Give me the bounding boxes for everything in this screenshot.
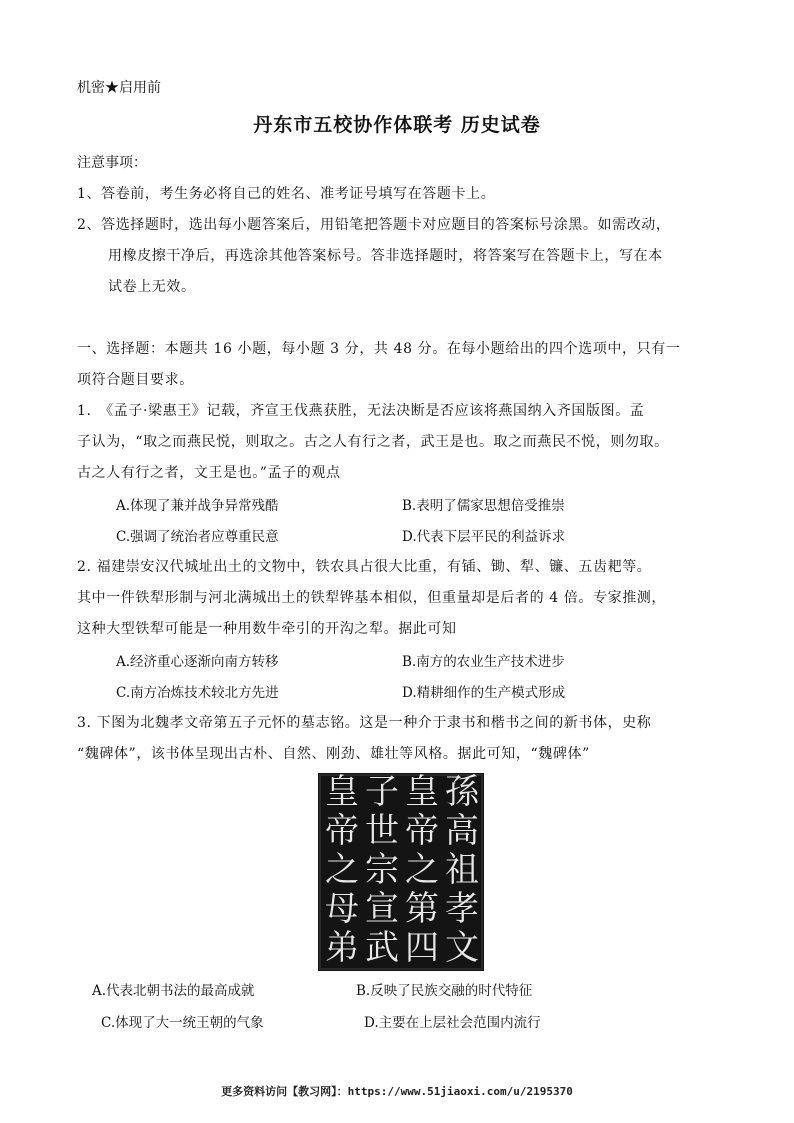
section-instruction-line-1: 一、选择题：本题共 16 小题，每小题 3 分，共 48 分。在每小题给出的四个选项中，只有一 [77, 341, 681, 357]
notice-item-2-line-1: 2、答选择题时，选出每小题答案后，用铅笔把答题卡对应题目的答案标号涂黑。如需改动， [77, 217, 671, 233]
q2-stem-line-2: 其中一件铁犁形制与河北满城出土的铁犁铧基本相似，但重量却是后者的 4 倍。专家推测， [77, 590, 667, 606]
epitaph-rubbing-image [318, 773, 484, 971]
q3-option-b: B.反映了民族交融的时代特征 [356, 983, 533, 999]
q2-stem-line-1: 2. 福建崇安汉代城址出土的文物中，铁农具占很大比重，有锸、锄、犁、镰、五齿耙等。 [77, 559, 652, 575]
q2-option-d: D.精耕细作的生产模式形成 [402, 685, 566, 701]
q3-option-a: A.代表北朝书法的最高成就 [92, 983, 255, 999]
epitaph-character: 孝 [445, 891, 479, 928]
footer-source-link[interactable]: 更多资料访问【教习网】：https://www.51jiaoxi.com/u/2195370 [221, 1085, 573, 1098]
epitaph-character: 世 [365, 813, 399, 850]
epitaph-character: 帝 [325, 813, 359, 850]
notice-item-1: 1、答卷前，考生务必将自己的姓名、准考证号填写在答题卡上。 [77, 186, 496, 202]
page-title: 丹东市五校协作体联考 历史试卷 [253, 114, 541, 136]
q3-option-d: D.主要在上层社会范围内流行 [364, 1015, 541, 1031]
notice-heading: 注意事项： [77, 155, 147, 171]
q3-stem-line-2: “魏碑体”，该书体呈现出古朴、自然、刚劲、雄壮等风格。据此可知，“魏碑体” [77, 746, 590, 762]
epitaph-character: 孫 [445, 774, 479, 811]
q3-stem-line-1: 3. 下图为北魏孝文帝第五子元怀的墓志铭。这是一种介于隶书和楷书之间的新书体，史称 [77, 715, 652, 731]
q2-stem-line-3: 这种大型铁犁可能是一种用数牛牵引的开沟之犁。据此可知 [77, 621, 457, 637]
epitaph-character: 文 [445, 930, 479, 967]
epitaph-character: 之 [325, 852, 359, 889]
epitaph-character: 祖 [445, 852, 479, 889]
epitaph-character: 子 [365, 774, 399, 811]
confidential-label: 机密★启用前 [77, 80, 161, 96]
q1-option-b: B.表明了儒家思想倍受推崇 [402, 498, 565, 514]
q2-option-c: C.南方冶炼技术较北方先进 [116, 685, 279, 701]
epitaph-character: 之 [405, 852, 439, 889]
epitaph-character: 四 [405, 930, 439, 967]
epitaph-character: 皇 [325, 774, 359, 811]
epitaph-character: 第 [405, 891, 439, 928]
epitaph-character: 皇 [405, 774, 439, 811]
notice-item-2-line-3: 试卷上无效。 [108, 279, 196, 295]
q2-option-b: B.南方的农业生产技术进步 [402, 654, 565, 670]
q1-stem-line-2: 子认为，“取之而燕民悦，则取之。古之人有行之者，武王是也。取之而燕民不悦，则勿取。 [77, 434, 669, 450]
q2-option-a: A.经济重心逐渐向南方转移 [116, 654, 279, 670]
q3-option-c: C.体现了大一统王朝的气象 [101, 1015, 264, 1031]
q1-stem-line-1: 1. 《孟子·梁惠王》记载，齐宣王伐燕获胜，无法决断是否应该将燕国纳入齐国版图。孟 [77, 403, 645, 419]
section-instruction-line-2: 项符合题目要求。 [77, 372, 194, 388]
epitaph-character: 帝 [405, 813, 439, 850]
epitaph-character: 母 [325, 891, 359, 928]
epitaph-character: 宣 [365, 891, 399, 928]
q1-option-c: C.强调了统治者应尊重民意 [116, 529, 279, 545]
q1-option-a: A.体现了兼并战争异常残酷 [116, 498, 279, 514]
epitaph-character: 宗 [365, 852, 399, 889]
q1-option-d: D.代表下层平民的利益诉求 [402, 529, 566, 545]
epitaph-character: 武 [365, 930, 399, 967]
epitaph-character: 弟 [325, 930, 359, 967]
q1-stem-line-3: 古之人有行之者，文王是也。”孟子的观点 [77, 465, 341, 481]
epitaph-character: 高 [445, 813, 479, 850]
notice-item-2-line-2: 用橡皮擦干净后，再选涂其他答案标号。答非选择题时，将答案写在答题卡上，写在本 [108, 248, 663, 264]
